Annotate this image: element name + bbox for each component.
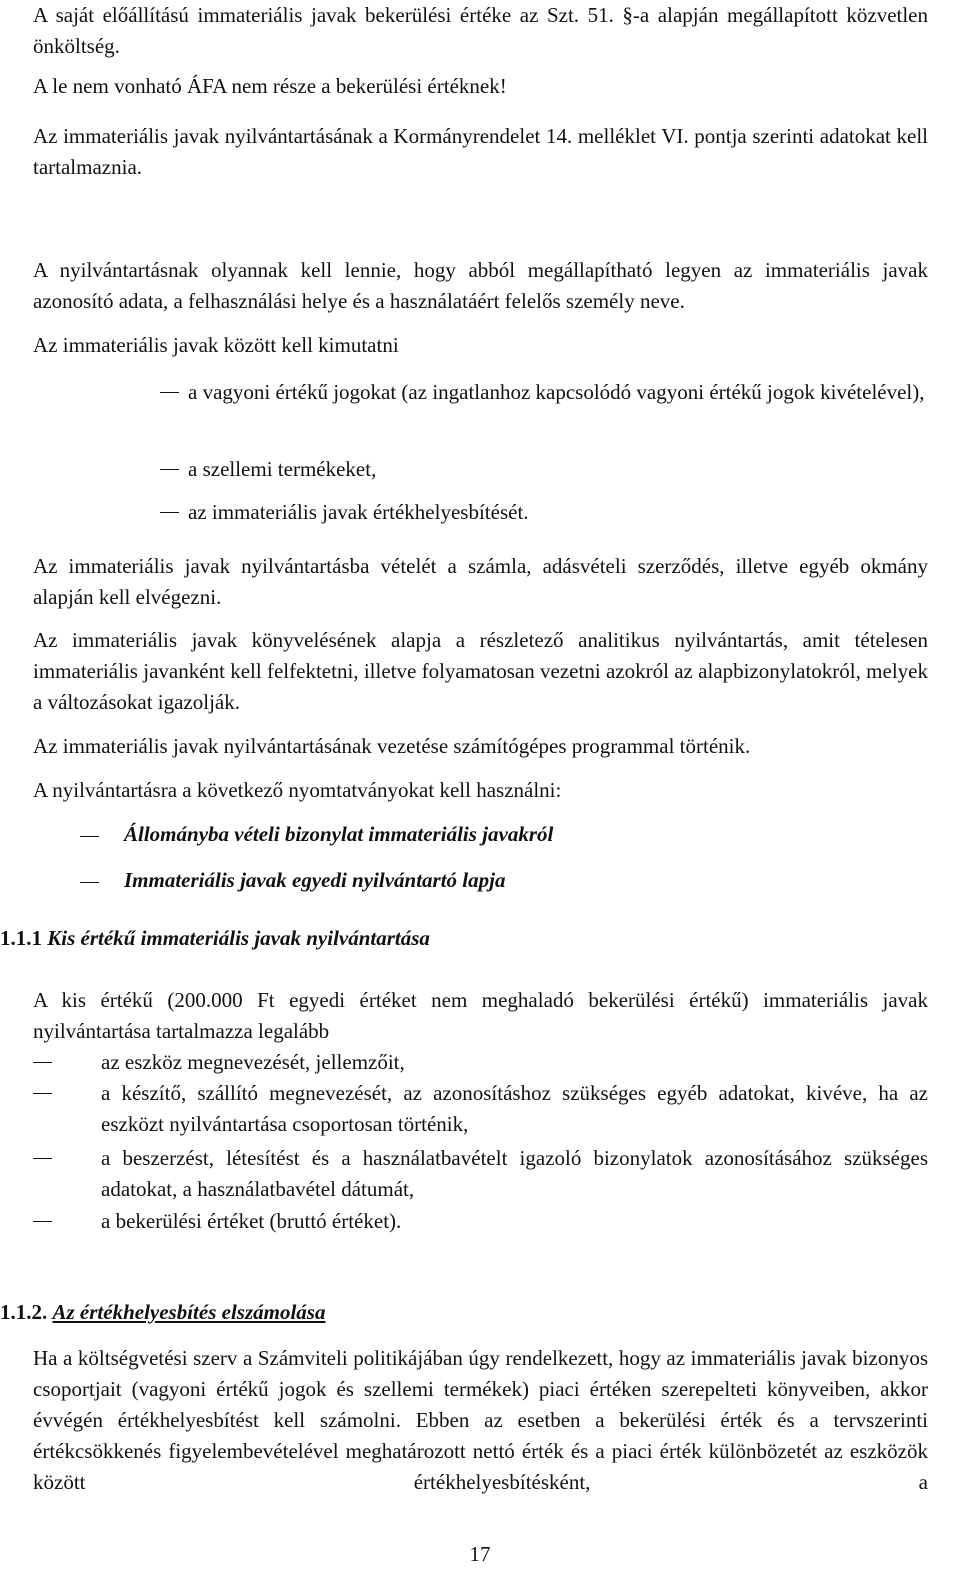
list-item-text: az immateriális javak értékhelyesbítését. (188, 500, 529, 524)
form-name: Immateriális javak egyedi nyilvántartó lapja (124, 868, 506, 892)
paragraph-registry-data: Az immateriális javak nyilvántartásának a Kormányrendelet 14. melléklet VI. pontja szerinti adatokat kell tartalmaznia. (33, 124, 928, 179)
list-item-text: a szellemi termékeket, (188, 457, 377, 481)
paragraph-accounting-basis: Az immateriális javak könyvelésének alapja a részletező analitikus nyilvántartás, amit tételesen immateriális javanként kell felfektetni, illetve folyamatosan vezetni azokról az alapbizonylatokról, melyek a változásokat igazolják. (33, 628, 928, 714)
dash-bullet (33, 1221, 52, 1222)
list-item (33, 1047, 928, 1078)
heading-title: Kis értékű immateriális javak nyilvántartása (47, 926, 430, 950)
form-item (80, 819, 930, 850)
paragraph-forms-intro: A nyilvántartásra a következő nyomtatványokat kell használni: (33, 778, 562, 802)
list-item (160, 454, 930, 485)
form-item (80, 865, 930, 896)
section-heading-1-1-2 (0, 1297, 325, 1328)
dash-bullet (160, 512, 179, 513)
paragraph-own-production: A saját előállítású immateriális javak bekerülési értéke az Szt. 51. §-a alapján megállapított közvetlen önköltség. (33, 3, 928, 58)
list-item (33, 1143, 928, 1205)
paragraph-list-intro: Az immateriális javak között kell kimutatni (33, 333, 399, 357)
dash-bullet (160, 469, 179, 470)
dash-bullet (33, 1158, 52, 1159)
paragraph-vat: A le nem vonható ÁFA nem része a bekerülési értéknek! (33, 74, 507, 98)
paragraph-software: Az immateriális javak nyilvántartásának vezetése számítógépes programmal történik. (33, 734, 751, 758)
list-item (33, 1206, 928, 1237)
section-heading-1-1-1 (0, 923, 430, 954)
list-item (160, 377, 930, 408)
paragraph-low-value: A kis értékű (200.000 Ft egyedi értéket nem meghaladó bekerülési értékű) immateriális javak nyilvántartása tartalmazza legalább (33, 988, 928, 1043)
dash-bullet (80, 836, 99, 837)
heading-number: 1.1.1 (0, 926, 42, 950)
form-name: Állományba vételi bizonylat immateriális javakról (124, 822, 554, 846)
paragraph-revaluation: Ha a költségvetési szerv a Számviteli politikájában úgy rendelkezett, hogy az immateriális javak bizonyos csoportjait (vagyoni értékű jogok és szellemi termékek) piaci értéken szerepelteti könyveiben, akkor évvégén értékhelyesbítést kell számolni. Ebben az esetben a bekerülési érték és a tervszerinti értékcsökkenés figyelembevételével meghatározott nettó érték és a piaci érték különbözetét az eszközök között értékhelyesbítésként, a (33, 1346, 928, 1494)
heading-number: 1.1.2. (0, 1300, 48, 1324)
list-item-text: a vagyoni értékű jogokat (az ingatlanhoz kapcsolódó vagyoni értékű jogok kivételével), (188, 380, 925, 404)
list-item-text: az eszköz megnevezését, jellemzőit, (101, 1050, 405, 1074)
dash-bullet (160, 392, 179, 393)
list-item-text: a készítő, szállító megnevezését, az azonosításhoz szükséges egyéb adatokat, kivéve, ha az eszközt nyilvántartása csoportosan történik, (101, 1081, 928, 1136)
paragraph-registry-requirements: A nyilvántartásnak olyannak kell lennie, hogy abból megállapítható legyen az immateriális javak azonosító adata, a felhasználási helye és a használatáért felelős személy neve. (33, 258, 928, 313)
dash-bullet (33, 1093, 52, 1094)
page-number: 17 (469, 1542, 491, 1566)
dash-bullet (80, 882, 99, 883)
list-item-text: a beszerzést, létesítést és a használatbavételt igazoló bizonylatok azonosításához szükséges adatokat, a használatbavétel dátumát, (101, 1146, 928, 1201)
paragraph-registration-basis: Az immateriális javak nyilvántartásba vételét a számla, adásvételi szerződés, illetve egyéb okmány alapján kell elvégezni. (33, 554, 928, 609)
list-item (160, 497, 930, 528)
list-item-text: a bekerülési értéket (bruttó értéket). (101, 1209, 402, 1233)
heading-title: Az értékhelyesbítés elszámolása (52, 1300, 326, 1324)
dash-bullet (33, 1062, 52, 1063)
list-item (33, 1078, 928, 1140)
